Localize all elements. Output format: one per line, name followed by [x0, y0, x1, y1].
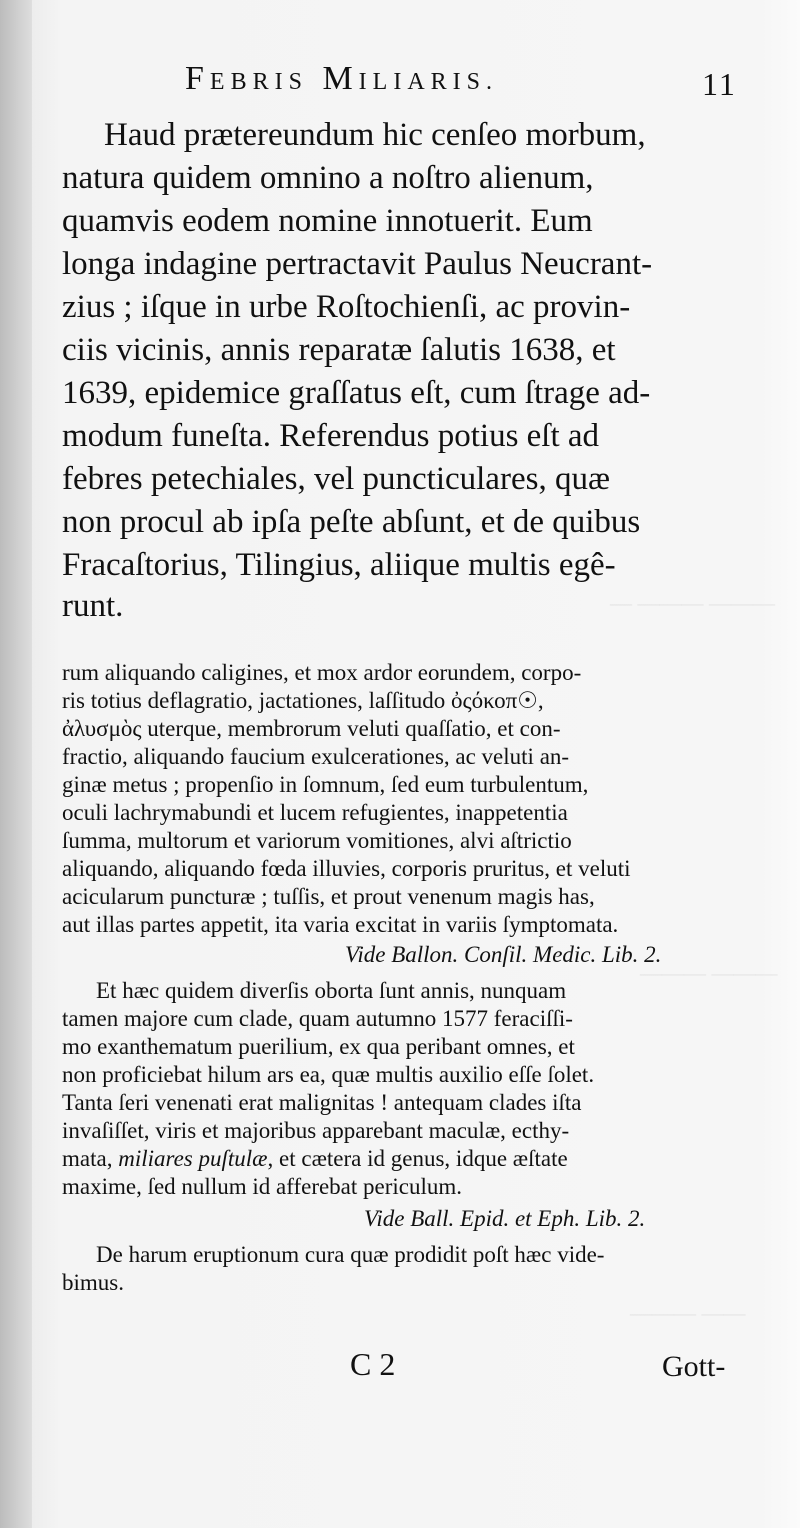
note-line: bimus.	[62, 1270, 124, 1295]
citation: Vide Ballon. Conſil. Medic. Lib. 2.	[345, 942, 662, 967]
note-line: ris totius deflagratio, jactationes, laſſitudo ὀςόκοπ☉,	[62, 688, 544, 713]
running-title-initial: F	[185, 60, 210, 97]
note-line: rum aliquando caligines, et mox ardor eorundem, corpo-	[62, 660, 582, 685]
note-line: aliquando, aliquando fœda illuvies, corporis pruritus, et veluti	[62, 856, 631, 881]
note-text-span: , et cætera id genus, idque æſtate	[267, 1146, 568, 1171]
text-line: natura quidem omnino a noſtro alienum,	[62, 160, 594, 196]
show-through-text: ——— ———	[640, 960, 778, 985]
note-line: ἀλυσμὸς uterque, membrorum veluti quaſſatio, et con-	[62, 716, 561, 741]
running-title-rest: ILIARIS.	[358, 69, 498, 95]
note-line: ginæ metus ; propenſio in ſomnum, ſed eum turbulentum,	[62, 772, 589, 797]
note-line: non proficiebat hilum ars ea, quæ multis auxilio eſſe ſolet.	[62, 1062, 595, 1087]
text-line: runt.	[62, 588, 124, 624]
running-title-rest: EBRIS	[209, 69, 308, 95]
running-title-initial: M	[322, 60, 359, 97]
note-line: Tanta ſeri venenati erat malignitas ! antequam clades iſta	[62, 1090, 582, 1115]
text-line: ciis vicinis, annis reparatæ ſalutis 1638, et	[62, 332, 616, 368]
note-line: maxime, ſed nullum id afferebat periculum.	[62, 1174, 463, 1199]
catchword: Gott-	[662, 1350, 726, 1383]
note-line: aut illas partes appetit, ita varia excitat in variis ſymptomata.	[62, 912, 619, 937]
note-line: De harum eruptionum cura quæ prodidit poſt hæc vide-	[96, 1242, 605, 1267]
note-line: mo exanthematum puerilium, ex qua peribant omnes, et	[62, 1034, 575, 1059]
note-italic-span: miliares puſtulæ	[118, 1146, 268, 1171]
running-title	[185, 60, 498, 100]
note-line: fractio, aliquando faucium exulcerationes, ac veluti an-	[62, 744, 570, 769]
text-line: longa indagine pertractavit Paulus Neucrant-	[62, 246, 653, 282]
note-line: invaſiſſet, viris et majoribus apparebant maculæ, ecthy-	[62, 1118, 570, 1143]
text-line: zius ; iſque in urbe Roſtochienſi, ac provin-	[62, 289, 631, 325]
text-line: Haud prætereundum hic cenſeo morbum,	[104, 117, 646, 153]
note-line: acicularum puncturæ ; tuſſis, et prout venenum magis has,	[62, 884, 595, 909]
text-line: non procul ab ipſa peſte abſunt, et de quibus	[62, 504, 641, 540]
show-through-text: — ——— ———	[610, 590, 775, 615]
note-line: tamen majore cum clade, quam autumno 1577 feraciſſi-	[62, 1006, 573, 1031]
note-line	[62, 1146, 568, 1172]
note-line: ſumma, multorum et variorum vomitiones, alvi aſtrictio	[62, 828, 572, 853]
page-number: 11	[702, 66, 737, 102]
text-line: febres petechiales, vel puncticulares, quæ	[62, 461, 610, 497]
text-line: modum funeſta. Referendus potius eſt ad	[62, 418, 600, 454]
note-text-span: mata,	[62, 1146, 119, 1171]
text-line: Fracaſtorius, Tilingius, aliique multis egê-	[62, 547, 616, 583]
signature-mark: C 2	[350, 1346, 396, 1382]
page-gutter-shadow	[0, 0, 32, 1528]
citation: Vide Ball. Epid. et Eph. Lib. 2.	[364, 1206, 646, 1231]
note-line: oculi lachrymabundi et lucem refugientes, inappetentia	[62, 800, 568, 825]
note-line: Et hæc quidem diverſis oborta ſunt annis, nunquam	[96, 978, 567, 1003]
text-line: 1639, epidemice graſſatus eſt, cum ſtrage ad-	[62, 375, 651, 411]
text-line: quamvis eodem nomine innotuerit. Eum	[62, 203, 593, 239]
show-through-text: ——— ——	[630, 1300, 746, 1325]
